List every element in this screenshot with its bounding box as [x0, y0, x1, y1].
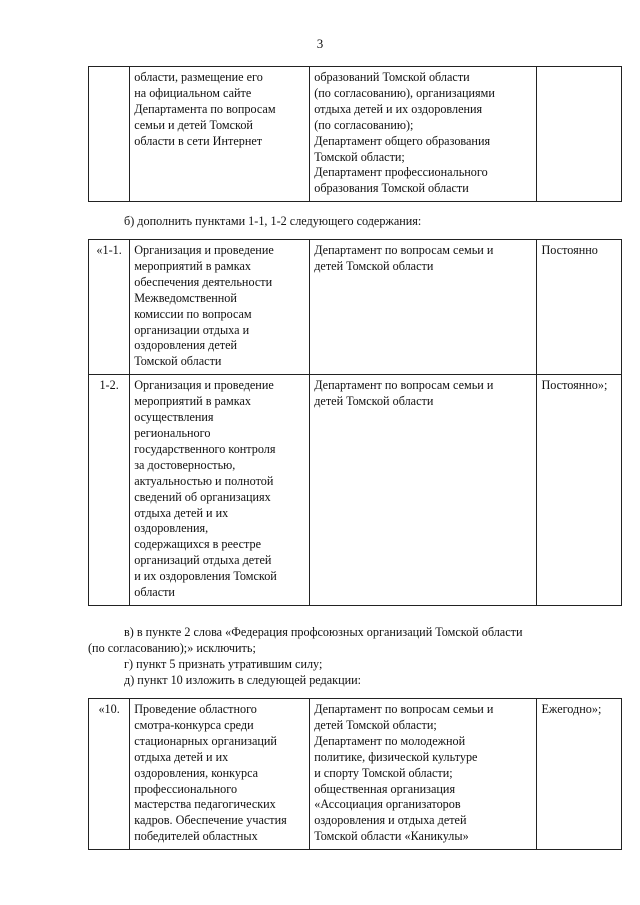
deadline-text — [537, 67, 622, 202]
table-row — [89, 240, 622, 375]
paragraph-v-line-1: в) в пункте 2 слова «Федерация профсоюзных организаций Томской области — [124, 625, 523, 639]
measure-text: Проведение областного смотра-конкурса среди стационарных организаций отдыха детей и их оздоровления, конкурса профессионального мастерства педагогических кадров. Обеспечение участия победителей областных — [130, 699, 310, 850]
row-number: «10. — [89, 699, 130, 850]
paragraph-d: д) пункт 10 изложить в следующей редакции: — [124, 673, 362, 687]
responsible-text: Департамент по вопросам семьи и детей Томской области — [310, 240, 537, 375]
row-number — [89, 67, 130, 202]
measures-table-continuation — [88, 66, 622, 202]
measures-table-new-items — [88, 239, 622, 606]
row-number: 1-2. — [89, 375, 130, 606]
row-number: «1-1. — [89, 240, 130, 375]
measure-text: Организация и проведение мероприятий в рамках обеспечения деятельности Межведомственной комиссии по вопросам организации отдыха и оздоровления детей Томской области — [130, 240, 310, 375]
deadline-text: Постоянно»; — [537, 375, 622, 606]
responsible-text: Департамент по вопросам семьи и детей Томской области — [310, 375, 537, 606]
table-row — [89, 375, 622, 606]
table-row — [89, 67, 622, 202]
responsible-text: образований Томской области (по согласованию), организациями отдыха детей и их оздоровления (по согласованию); Департамент общего образования Томской области; Департамент профессионального образования Томской области — [310, 67, 537, 202]
measures-table-item-10 — [88, 698, 622, 850]
measure-text: области, размещение его на официальном сайте Департамента по вопросам семьи и детей Томской области в сети Интернет — [130, 67, 310, 202]
deadline-text: Ежегодно»; — [537, 699, 622, 850]
paragraph-v-line-2: (по согласованию);» исключить; — [88, 641, 256, 655]
page-number: 3 — [316, 36, 324, 51]
measure-text: Организация и проведение мероприятий в рамках осуществления регионального государственного контроля за достоверностью, актуальностью и полнотой сведений об организациях отдыха детей и их оздоровления, содержащихся в реестре организаций отдыха детей и их оздоровления Томской области — [130, 375, 310, 606]
table-row — [89, 699, 622, 850]
paragraph-g: г) пункт 5 признать утратившим силу; — [124, 657, 323, 671]
responsible-text: Департамент по вопросам семьи и детей Томской области; Департамент по молодежной политике, физической культуре и спорту Томской области; общественная организация «Ассоциация организаторов оздоровления и отдыха детей Томской области «Каникулы» — [310, 699, 537, 850]
deadline-text: Постоянно — [537, 240, 622, 375]
paragraph-b: б) дополнить пунктами 1-1, 1-2 следующего содержания: — [124, 214, 422, 228]
